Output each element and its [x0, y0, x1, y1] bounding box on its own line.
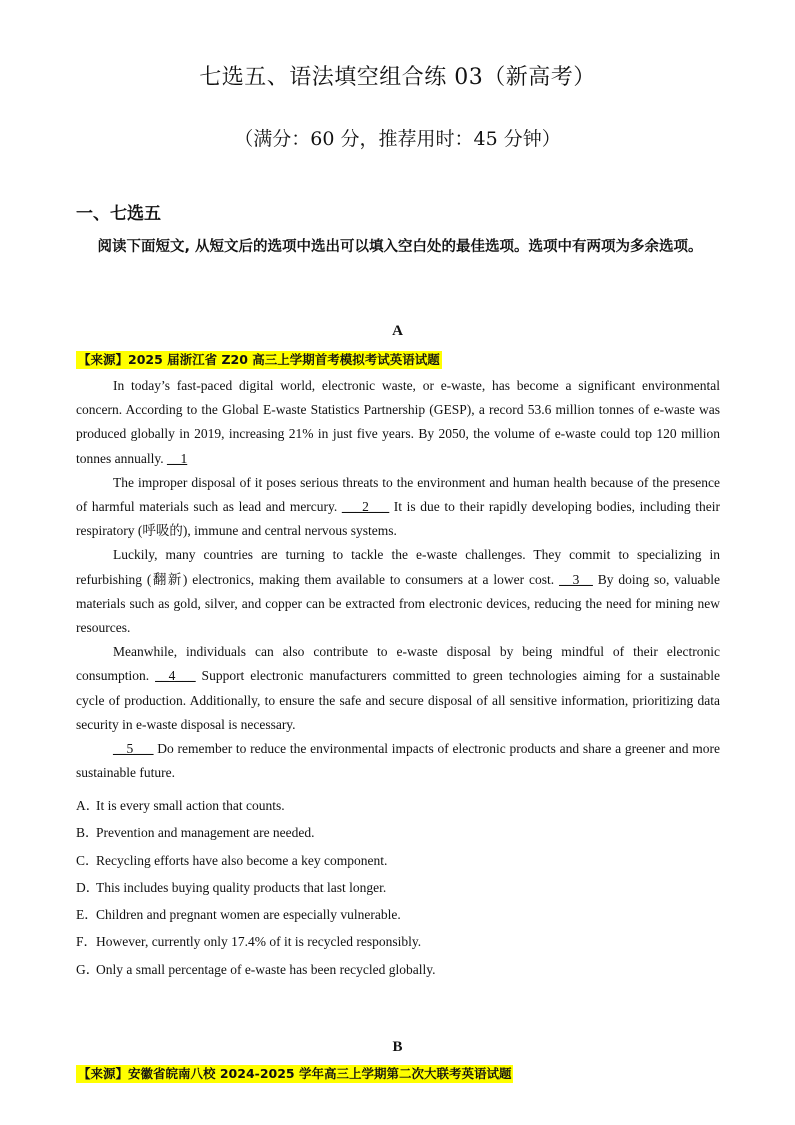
part-a-source: 【来源】2025 届浙江省 Z20 高三上学期首考模拟考试英语试题	[78, 352, 440, 367]
option-e: E．Children and pregnant women are especially vulnerable.	[76, 907, 401, 923]
blank-1: __1	[166, 450, 188, 466]
section-heading: 一、七选五	[76, 204, 161, 224]
passage-paragraph: The improper disposal of it poses serious threats to the environment and human health because of the presence of harmful materials such as lead and mercury. ___2___ It is due to their rapidly developing bodies, including their respiratory (呼吸的), immune and central nervous systems.	[76, 474, 721, 539]
blank-2: ___2___	[341, 499, 390, 515]
blank-4: __4___	[155, 668, 196, 684]
option-a: A．It is every small action that counts.	[76, 798, 285, 813]
option-f: F．However, currently only 17.4% of it is recycled responsibly.	[76, 934, 422, 950]
part-a-label: A	[392, 323, 403, 339]
passage-paragraph: In today’s fast-paced digital world, electronic waste, or e-waste, has become a significant environmental concern. According to the Global E-waste Statistics Partnership (GESP), a record 53.6 million tonnes of e-waste was produced globally in 2019, increasing 21% in just five years. By 2050, the volume of e-waste could top 120 million tonnes annually. __1	[76, 378, 720, 466]
blank-5: __5___	[113, 741, 154, 757]
passage-paragraph: Luckily, many countries are turning to tackle the e-waste challenges. They commit to specializing in refurbishing (翻新) electronics, making them available to consumers at a lower cost. __3__ By doing so, valuable materials such as gold, silver, and copper can be extracted from electronic devices, reducing the need for mining new resources.	[76, 547, 720, 636]
passage-paragraph: Meanwhile, individuals can also contribute to e-waste disposal by being mindful of their electronic consumption. __4___ Support electronic manufacturers committed to green technologies aiming for a sustainable cycle of production. Additionally, to ensure the safe and secure disposal of all sensitive information, prioritizing data security in e-waste disposal is necessary.	[76, 644, 721, 732]
options-list	[76, 792, 720, 983]
option-b: B．Prevention and management are needed.	[76, 825, 315, 841]
option-d: D．This includes buying quality products that last longer.	[76, 879, 387, 895]
page-title: 七选五、语法填空组合练 03（新高考）	[199, 65, 596, 90]
blank-3: __3__	[559, 571, 593, 587]
section-instruction: 阅读下面短文, 从短文后的选项中选出可以填入空白处的最佳选项。选项中有两项为多余选项。	[97, 239, 703, 255]
passage-a	[76, 374, 720, 785]
page-subtitle: （满分：60 分，推荐用时：45 分钟）	[234, 128, 561, 150]
part-b-label: B	[392, 1039, 403, 1055]
passage-paragraph: __5___ Do remember to reduce the environmental impacts of electronic products and share a greener and more sustainable future.	[76, 741, 720, 781]
option-c: C．Recycling efforts have also become a key component.	[76, 852, 388, 868]
option-g: G．Only a small percentage of e-waste has been recycled globally.	[76, 961, 436, 977]
part-b-source: 【来源】安徽省皖南八校 2024-2025 学年高三上学期第二次大联考英语试题	[78, 1066, 512, 1081]
